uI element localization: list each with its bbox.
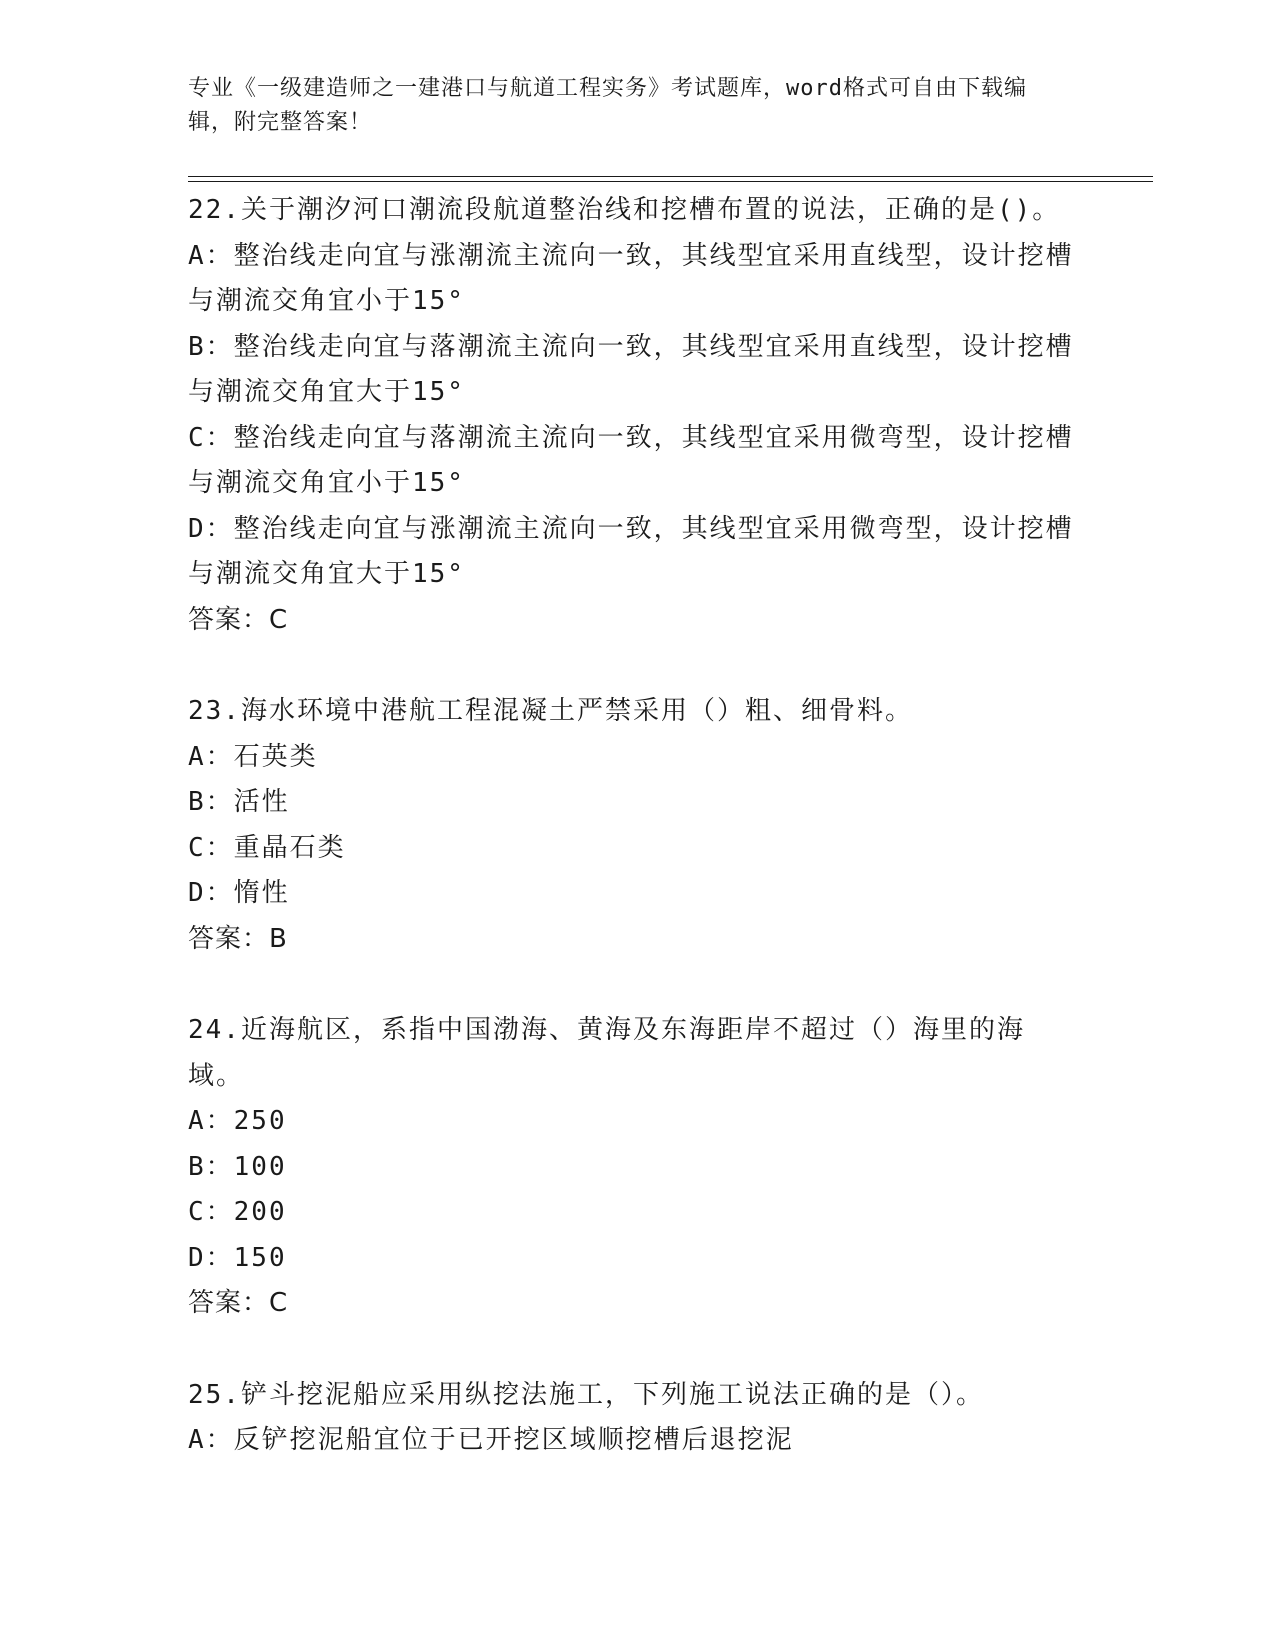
option-a: A：250 (188, 1106, 287, 1136)
question-list (188, 188, 1078, 1464)
header-divider-top (188, 176, 1153, 177)
option-d: D：整治线走向宜与涨潮流主流向一致，其线型宜采用微弯型，设计挖槽与潮流交角宜大于15° (188, 513, 1074, 589)
question-24 (188, 1008, 1078, 1327)
question-stem: 24.近海航区，系指中国渤海、黄海及东海距岸不超过（）海里的海域。 (188, 1015, 1025, 1091)
option-a: A：反铲挖泥船宜位于已开挖区域顺挖槽后退挖泥 (188, 1425, 794, 1455)
question-stem: 22.关于潮汐河口潮流段航道整治线和挖槽布置的说法，正确的是()。 (188, 195, 1061, 225)
option-d: D：惰性 (188, 878, 290, 908)
spacer (188, 643, 1078, 689)
question-22 (188, 188, 1078, 643)
question-stem: 23.海水环境中港航工程混凝土严禁采用（）粗、细骨料。 (188, 696, 913, 726)
header-divider-bottom (188, 181, 1153, 182)
answer-text: 答案：C (188, 1288, 289, 1318)
question-stem: 25.铲斗挖泥船应采用纵挖法施工，下列施工说法正确的是（）。 (188, 1379, 984, 1410)
answer-text: 答案：B (188, 923, 288, 954)
option-c: C：整治线走向宜与落潮流主流向一致，其线型宜采用微弯型，设计挖槽与潮流交角宜小于15° (188, 422, 1074, 498)
option-a: A：石英类 (188, 741, 318, 772)
option-b: B：活性 (188, 787, 290, 817)
spacer (188, 1327, 1078, 1373)
question-23 (188, 689, 1078, 962)
question-25 (188, 1373, 1078, 1464)
option-b: B：整治线走向宜与落潮流主流向一致，其线型宜采用直线型，设计挖槽与潮流交角宜大于15° (188, 331, 1074, 407)
option-d: D：150 (188, 1242, 287, 1273)
document-header: 专业《一级建造师之一建港口与航道工程实务》考试题库，word格式可自由下载编辑，附完整答案！ (188, 76, 1027, 135)
option-c: C：200 (188, 1197, 287, 1227)
option-c: C：重晶石类 (188, 832, 346, 863)
spacer (188, 962, 1078, 1008)
option-b: B：100 (188, 1151, 287, 1182)
option-a: A：整治线走向宜与涨潮流主流向一致，其线型宜采用直线型，设计挖槽与潮流交角宜小于15° (188, 240, 1074, 316)
answer-text: 答案：C (188, 604, 289, 635)
